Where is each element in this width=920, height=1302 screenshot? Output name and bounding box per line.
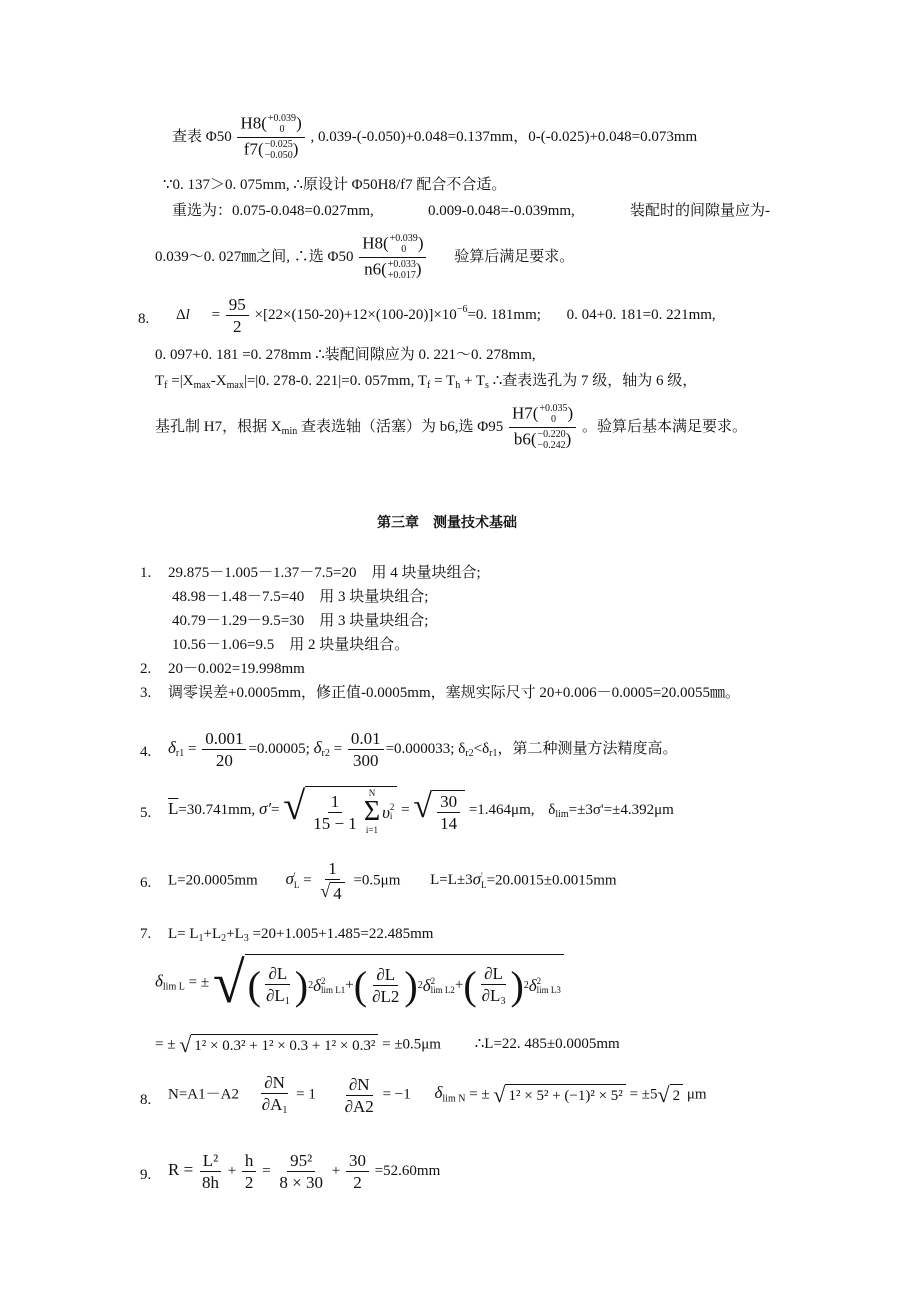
q1-line1: 29.875－1.005－1.37－7.5=20 用 4 块量块组合; [168, 565, 481, 581]
q3-text: 调零误差+0.0005mm，修正值-0.0005mm，塞规实际尺寸 20+0.006－0.0005=20.0055㎜。 [168, 685, 741, 701]
q3-number: 3. [140, 685, 152, 701]
q9-number: 9. [140, 1167, 152, 1183]
fit-fraction: H8( +0.039 0 ) n6( +0.033 +0.017 ) [359, 234, 426, 281]
q5-number: 5. [140, 805, 152, 821]
q4-number: 4. [140, 744, 152, 760]
q7-line1: $L= L_1+L_2+L_3 =20+1.005+1.485=22.485mm$ [168, 926, 434, 944]
fit-fraction: H8( +0.039 0 ) f7( −0.025 −0.050 ) [237, 114, 304, 161]
q7-formula: $\delta_{lim L}$ = ± √ ( $\frac{\partial L}{\partial L_1}$ ) 2 δ 2 lim L1 + ( $\frac{\partial L}{\partial L2}$ ) 2 δ 2 lim L2 + ( $\frac{\partial L}{\partial L_3}$ ) 2 δ 2 lim L3 [155, 954, 564, 1012]
q1-number: 1. [140, 565, 152, 581]
chapter-title: 第三章 测量技术基础 [377, 515, 517, 531]
q9-line: R = $\frac{\text{L²}}{8h}$ + $\frac{h}{2}$ = $\frac{\text{95²}}{8 \times 30}$ + $\frac{30}{2}$ =52.60mm [168, 1151, 441, 1192]
q8-line: N=A1－A2 $\frac{\partial N}{\partial A_1}$ = 1 $\frac{\partial N}{\partial A2}$ = −1 $\delta_{lim N}$ = ± √ 1² × 5² + (−1)² × 5² = ±5 √ 2 μm [168, 1073, 707, 1116]
line-reselect-a: 重选为：0.075-0.048=0.027mm, [172, 203, 374, 219]
q7-number: 7. [140, 926, 152, 942]
q7-result: = ± √ 1² × 0.3² + 1² × 0.3 + 1² × 0.3² = ±0.5μm ∴L=22. 485±0.0005mm [155, 1032, 620, 1057]
fraction: $\frac{95}{2}$ [226, 296, 249, 335]
line-reselect-b: 0.009-0.048=-0.039mm, [428, 203, 575, 219]
q2-number: 2. [140, 661, 152, 677]
q5-line: $\overline{L}=30.741mm$, σ′= √ $\frac{1}{15 - 1}$ N Σ i=1 υ 2 i = √ $\frac{30}{14}$ =1.464μm, $\delta_{lim}=\pm 3\sigma'=\pm 4.392\mu m$ [168, 783, 674, 835]
q1-line2: 48.98－1.48－7.5=40 用 3 块量块组合; [172, 589, 429, 605]
text-prefix: 查表 Φ50 [172, 128, 232, 145]
q2-text: 20－0.002=19.998mm [168, 661, 305, 677]
line-fit-h8n6: 0.039～0. 027㎜之间, ∴选 Φ50 H8( +0.039 0 ) n6( +0.033 +0.017 ) 验算后满足要求。 [155, 233, 575, 281]
q6-line: L=20.0005mm σ ' L = 1 √ 4 =0.5μm L=L±3σ ' L =20.0015±0.0015mm [168, 859, 617, 904]
line-conclusion: ∵0. 137＞0. 075mm, ∴原设计 Φ50H8/f7 配合不合适。 [163, 177, 507, 193]
q1-line4: 10.56－1.06=9.5 用 2 块量块组合。 [172, 637, 410, 653]
line-tolerance: $T_f =|X_{max}-X_{max}|=|0$. 278-0. 221|=0. 057mm, $T_f = T_h + T_s$ ∴查表选孔为 7 级，轴为 6 级， [155, 373, 698, 391]
q4-line: $\delta_{r1}$ = $\frac{0.001}{20}$ =0.00005; $\delta_{r2}$ = $\frac{0.01}{300}$ =0.000033; $\delta_{r2}<\delta_{r1}$，第二种测量方法精度高。 [168, 729, 678, 770]
text-tail: , 0.039-(-0.050)+0.048=0.137mm，0-(-0.025)+0.048=0.073mm [310, 128, 698, 145]
line-base-hole: 基孔制 H7，根据 $X_{min}$ 查表选轴（活塞）为 b6,选 Φ95 H7( +0.035 0 ) b6( −0.220 −0.242 ) 。验算后基本满足要求。 [155, 403, 747, 451]
item-8-number: 8. [138, 311, 150, 327]
line-reselect-c: 装配时的间隙量应为- [630, 203, 770, 219]
q8-number: 8. [140, 1092, 152, 1108]
line-fit-h8f7 [172, 114, 697, 161]
q1-line3: 40.79－1.29－9.5=30 用 3 块量块组合; [172, 613, 429, 629]
line-item-8: Δl = $\frac{95}{2}$ $\times[22\times(150-20)+12\times(100-20)]\times 10^{-6}=0$. 181mm; 0. 04+0. 181=0. 221mm, [176, 295, 716, 336]
line-clearance: 0. 097+0. 181 =0. 278mm ∴装配间隙应为 0. 221～0. 278mm, [155, 347, 536, 363]
fit-fraction: H7( +0.035 0 ) b6( −0.220 −0.242 ) [509, 404, 576, 451]
q6-number: 6. [140, 875, 152, 891]
